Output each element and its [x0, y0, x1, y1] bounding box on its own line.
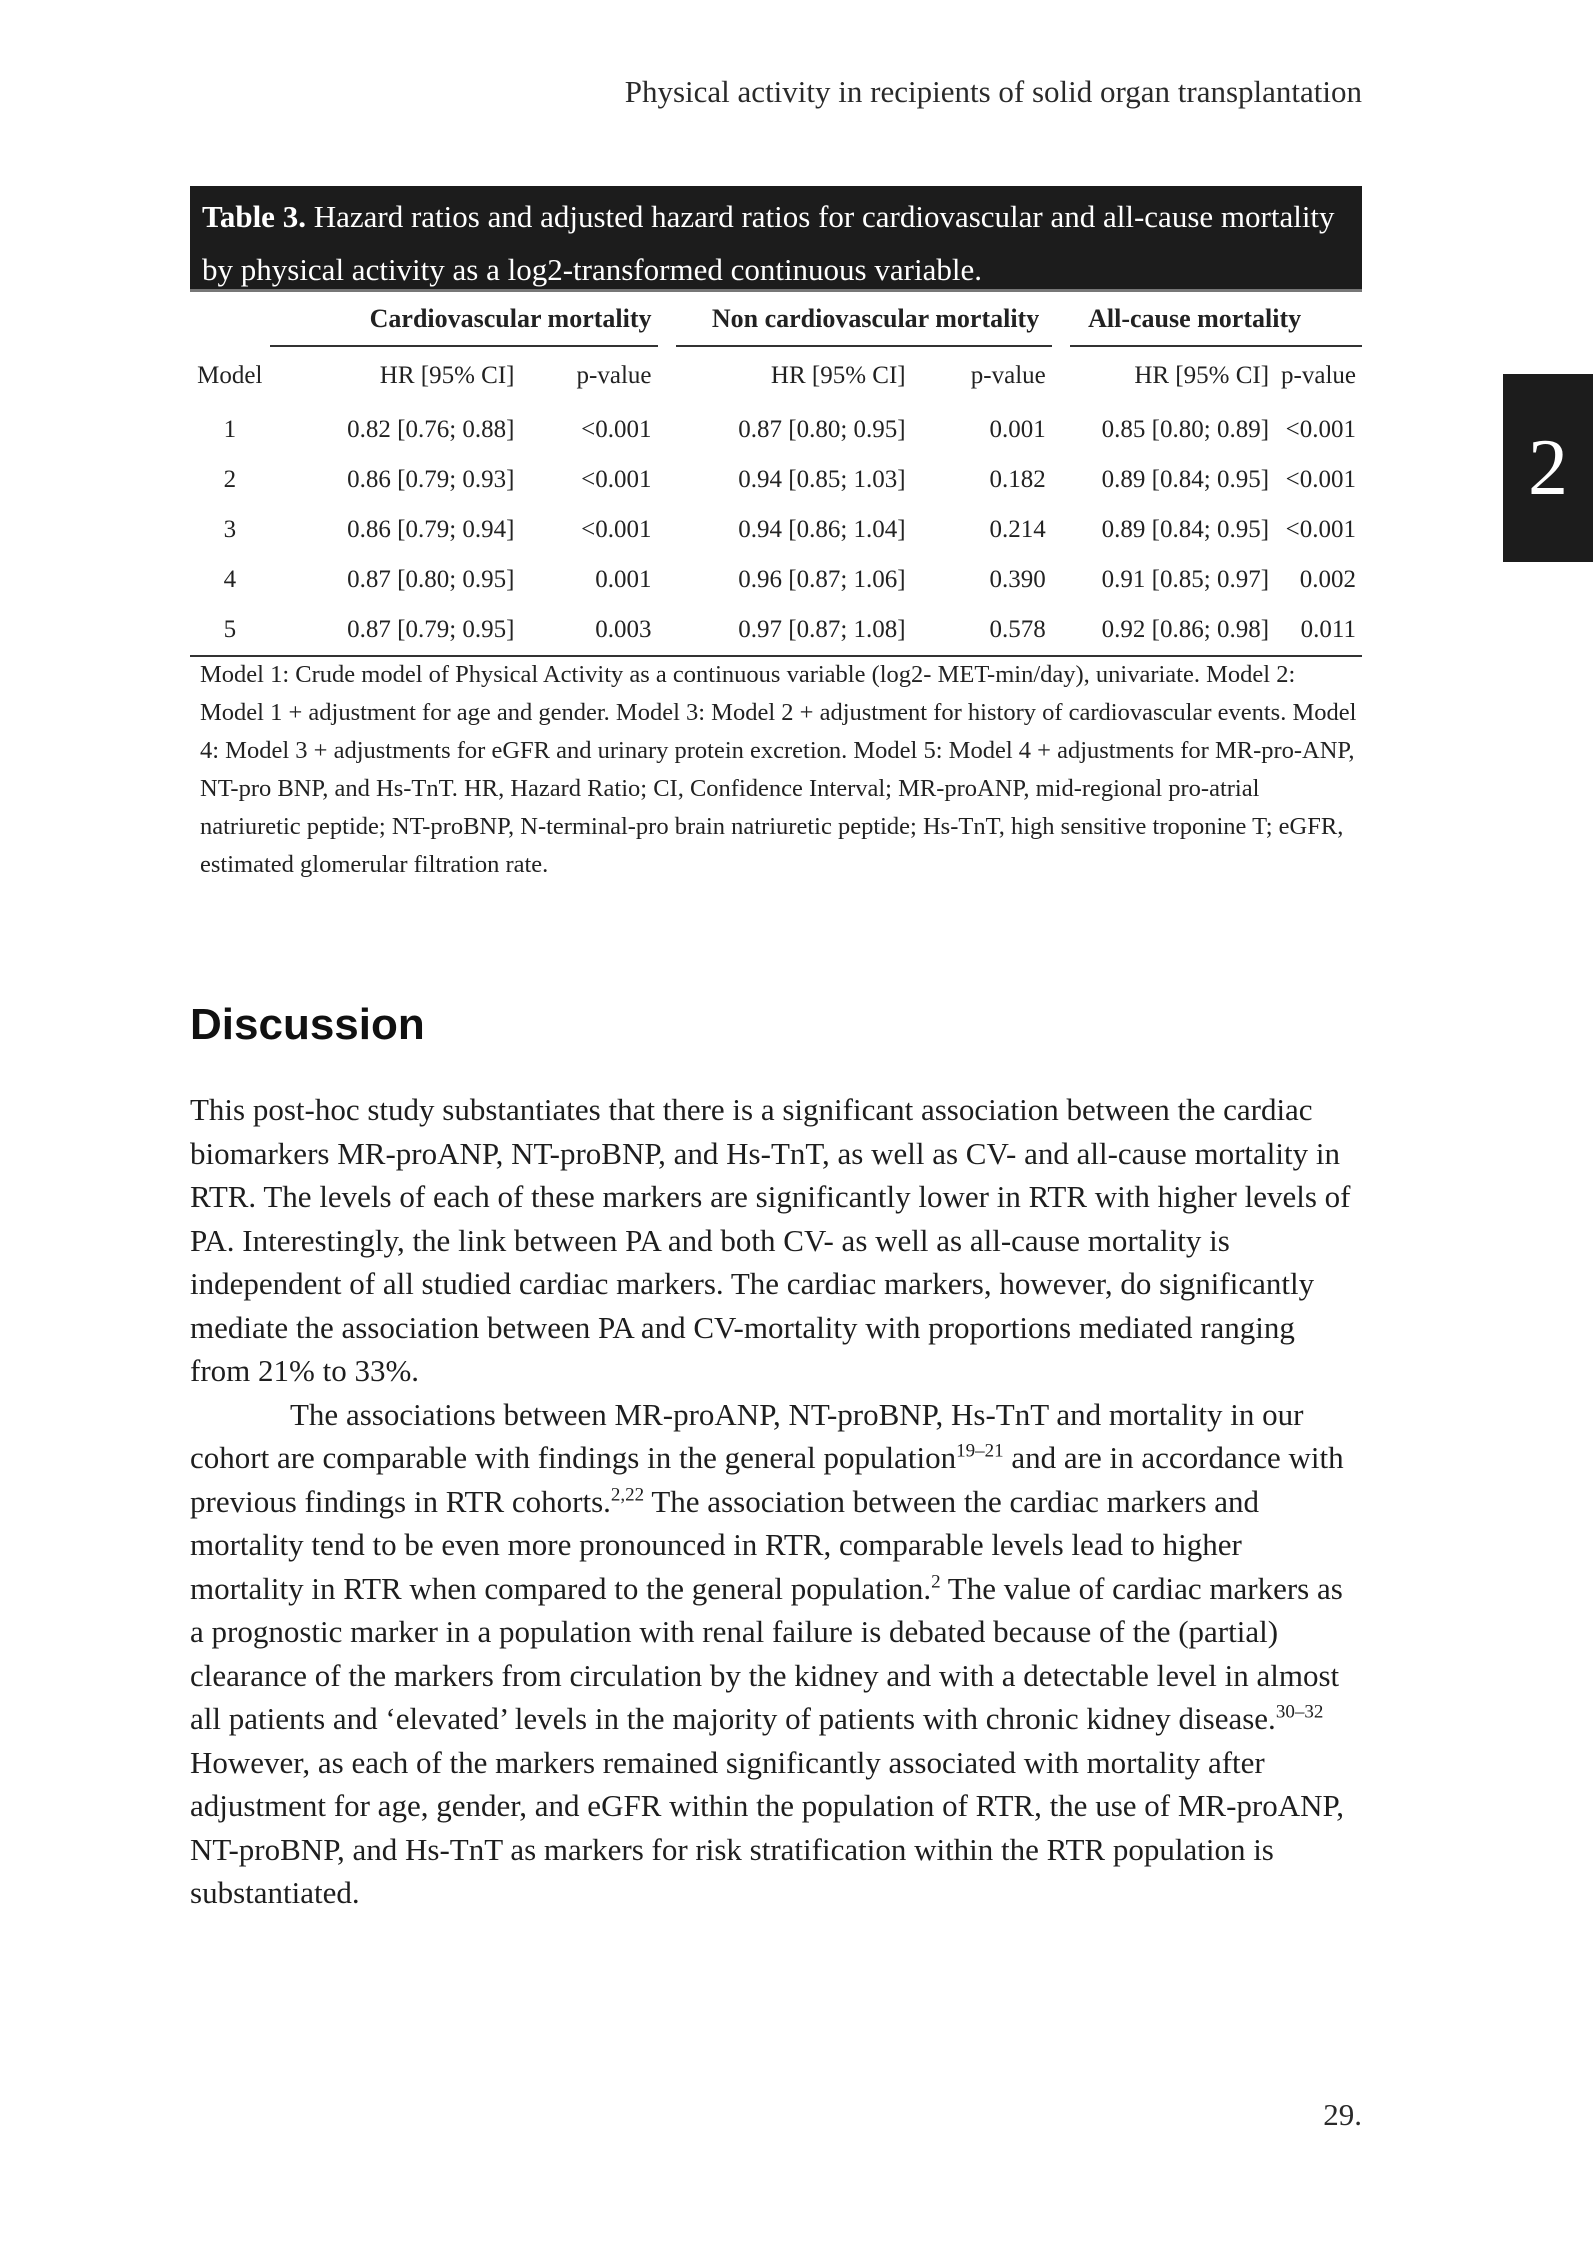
table-footnote: Model 1: Crude model of Physical Activity as a continuous variable (log2- MET-min/day), univariate. Model 2: Model 1 + adjustment for age and gender. Model 3: Model 2 + adjustment for history of cardiovascular events. Model 4: Model 3 + adjustments for eGFR and urinary protein excretion. Model 5: Model 4 + adjustments for MR-pro-ANP, NT-pro BNP, and Hs-TnT. HR, Hazard Ratio; CI, Confidence Interval; MR-proANP, mid-regional pro-atrial natriuretic peptide; NT-proBNP, N-terminal-pro brain natriuretic peptide; Hs-TnT, high sensitive troponine T; eGFR, estimated glomerular filtration rate. — [200, 661, 1357, 878]
cell-all-hr: 0.91 [0.85; 0.97] — [1101, 566, 1270, 593]
discussion-body — [190, 1088, 1362, 1915]
cell-ncv-p: 0.182 — [989, 466, 1046, 493]
cell-ncv-hr: 0.94 [0.85; 1.03] — [738, 466, 906, 493]
cell-ncv-p: 0.214 — [989, 516, 1046, 543]
cell-all-hr: 0.89 [0.84; 0.95] — [1101, 466, 1270, 493]
section-heading-discussion: Discussion — [190, 1000, 425, 1049]
paragraph-text: and are in accordance with previous findings in RTR cohorts. — [190, 1440, 1344, 1519]
cell-cv-p: 0.001 — [595, 566, 652, 593]
table-row — [190, 505, 1362, 555]
citation: 2 — [931, 1571, 941, 1593]
table-column-header-row — [190, 346, 1362, 405]
column-header-all-p: p-value — [1281, 362, 1356, 389]
cell-model: 5 — [190, 605, 270, 656]
cell-ncv-hr: 0.94 [0.86; 1.04] — [738, 516, 906, 543]
cell-model: 2 — [223, 466, 237, 493]
chapter-tab: 2 — [1503, 374, 1593, 562]
cell-ncv-p: 0.578 — [912, 605, 1052, 656]
paragraph-text: The association between the cardiac markers and mortality tend to be even more pronounced in RTR, comparable levels lead to higher mortality in RTR when compared to the general population. — [190, 1483, 1260, 1606]
cell-cv-hr: 0.82 [0.76; 0.88] — [347, 416, 515, 443]
cell-ncv-p: 0.001 — [989, 416, 1046, 443]
table-caption-label: Table 3. — [202, 199, 306, 234]
group-header-cardiovascular: Cardiovascular mortality — [270, 293, 658, 346]
table-row — [190, 405, 1362, 455]
cell-all-hr: 0.85 [0.80; 0.89] — [1101, 416, 1270, 443]
citation: 2,22 — [610, 1484, 645, 1506]
cell-ncv-hr: 0.97 [0.87; 1.08] — [676, 605, 912, 656]
page-number: 29. — [1323, 2097, 1362, 2132]
paragraph-text: The associations between MR-proANP, NT-proBNP, Hs-TnT and mortality in our cohort are comparable with findings in the general population — [190, 1396, 1304, 1475]
paragraph-text: The value of cardiac markers as a prognostic marker in a population with renal failure is debated because of the (partial) clearance of the markers from circulation by the kidney and with a detectable level in almost all patients and ‘elevated’ levels in the majority of patients with chronic kidney disease. — [190, 1570, 1343, 1736]
column-header-ncv-hr: HR [95% CI] — [770, 362, 906, 389]
cell-all-p: 0.002 — [1299, 566, 1356, 593]
citation: 19–21 — [956, 1440, 1004, 1462]
cell-ncv-p: 0.390 — [989, 566, 1046, 593]
cell-all-p: <0.001 — [1285, 416, 1356, 443]
cell-ncv-hr: 0.87 [0.80; 0.95] — [738, 416, 906, 443]
cell-cv-p: <0.001 — [581, 516, 652, 543]
cell-cv-hr: 0.87 [0.79; 0.95] — [270, 605, 521, 656]
hazard-ratio-table — [190, 293, 1362, 657]
paragraph-text: However, as each of the markers remained significantly associated with mortality after adjustment for age, gender, and eGFR within the population of RTR, the use of MR-proANP, NT-proBNP, and Hs-TnT as markers for risk stratification within the RTR population is substantiated. — [190, 1744, 1345, 1910]
cell-cv-hr: 0.86 [0.79; 0.93] — [347, 466, 515, 493]
paragraph: This post-hoc study substantiates that there is a significant association between the cardiac biomarkers MR-proANP, NT-proBNP, and Hs-TnT, as well as CV- and all-cause mortality in RTR. The levels of each of these markers are significantly lower in RTR with higher levels of PA. Interestingly, the link between PA and both CV- as well as all-cause mortality is independent of all studied cardiac markers. The cardiac markers, however, do significantly mediate the association between PA and CV-mortality with proportions mediated ranging from 21% to 33%. — [190, 1092, 1351, 1388]
cell-cv-hr: 0.86 [0.79; 0.94] — [347, 516, 515, 543]
group-header-all-cause: All-cause mortality — [1070, 293, 1362, 346]
column-header-cv-hr: HR [95% CI] — [379, 362, 515, 389]
table-row — [190, 555, 1362, 605]
cell-all-hr: 0.92 [0.86; 0.98] — [1070, 605, 1275, 656]
table-caption — [190, 186, 1362, 292]
cell-all-hr: 0.89 [0.84; 0.95] — [1101, 516, 1270, 543]
paragraph — [190, 1393, 1362, 1915]
cell-cv-hr: 0.87 [0.80; 0.95] — [347, 566, 515, 593]
cell-ncv-hr: 0.96 [0.87; 1.06] — [738, 566, 906, 593]
column-header-cv-p: p-value — [576, 362, 652, 389]
cell-model: 3 — [223, 516, 237, 543]
table-group-header-row — [190, 293, 1362, 346]
running-head: Physical activity in recipients of solid organ transplantation — [624, 74, 1362, 109]
column-header-model: Model — [197, 361, 263, 389]
cell-cv-p: <0.001 — [581, 466, 652, 493]
citation: 30–32 — [1275, 1701, 1324, 1723]
table-row — [190, 605, 1362, 656]
cell-model: 1 — [223, 416, 237, 443]
column-header-all-hr: HR [95% CI] — [1134, 362, 1270, 389]
table-caption-text: Hazard ratios and adjusted hazard ratios for cardiovascular and all-cause mortality by physical activity as a log2-transformed continuous variable. — [202, 199, 1335, 287]
cell-cv-p: 0.003 — [520, 605, 657, 656]
table-row — [190, 455, 1362, 505]
cell-all-p: 0.011 — [1275, 605, 1362, 656]
cell-all-p: <0.001 — [1285, 516, 1356, 543]
cell-model: 4 — [223, 566, 237, 593]
column-header-ncv-p: p-value — [970, 362, 1046, 389]
cell-all-p: <0.001 — [1285, 466, 1356, 493]
cell-cv-p: <0.001 — [581, 416, 652, 443]
group-header-non-cardiovascular: Non cardiovascular mortality — [676, 293, 1052, 346]
